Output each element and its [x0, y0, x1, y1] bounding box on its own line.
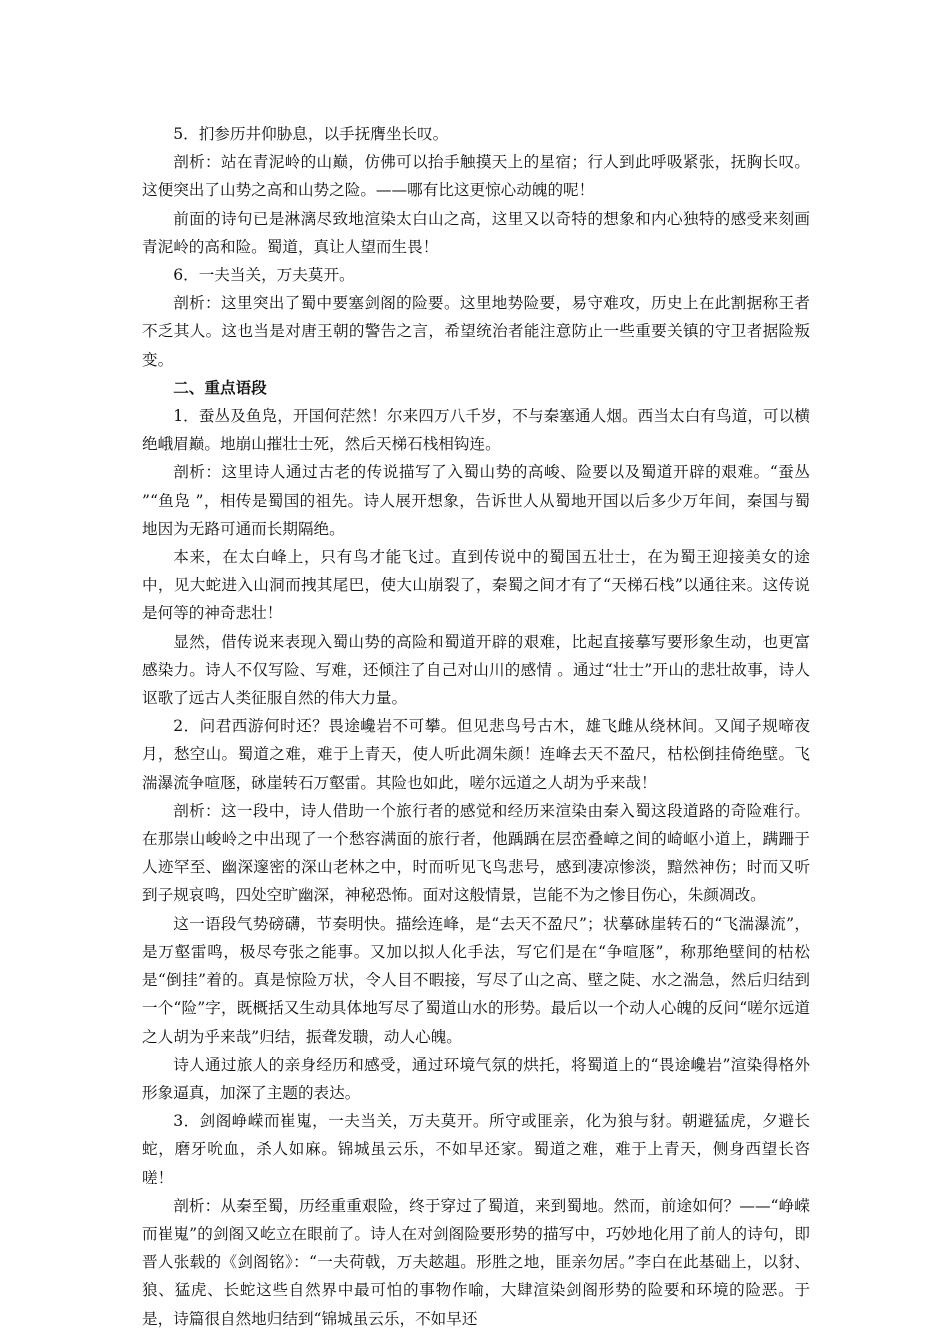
item-5-quote: 5．扪参历井仰胁息，以手抚膺坐长叹。 — [173, 125, 449, 143]
commentary-paragraph: 显然，借传说来表现入蜀山势的高险和蜀道开辟的艰难，比起直接摹写要形象生动，也更富感染力。诗人不仅写险、写难，还倾注了自己对山川的感情 。通过“壮士”开山的悲壮故事，诗人讴歌了远古人类征服自然的伟大力量。 — [142, 632, 810, 708]
analysis-paragraph: 剖析：这里诗人通过古老的传说描写了入蜀山势的高峻、险要以及蜀道开辟的艰难。“蚕丛 ”“鱼凫 ”，相传是蜀国的祖先。诗人展开想象，告诉世人从蜀地开国以后多少万年间，秦国与蜀地因为无路可通而长期隔绝。 — [142, 463, 810, 538]
passage-2-quote: 2．问君西游何时还？畏途巉岩不可攀。但见悲鸟号古木，雄飞雌从绕林间。又闻子规啼夜月，愁空山。蜀道之难，难于上青天，使人听此凋朱颜！连峰去天不盈尺，枯松倒挂倚绝壁。飞湍瀑流争喧豗，砯崖转石万壑雷。其险也如此，嗟尔远道之人胡为乎来哉！ — [142, 717, 810, 792]
item-6-quote: 6．一夫当关，万夫莫开。 — [173, 266, 355, 285]
commentary-paragraph: 前面的诗句已是淋漓尽致地渲染太白山之高，这里又以奇特的想象和内心独特的感受来刻画青泥岭的高和险。蜀道，真让人望而生畏！ — [142, 209, 810, 256]
analysis-paragraph: 剖析：这里突出了蜀中要塞剑阁的险要。这里地势险要，易守难攻，历史上在此割据称王者不乏其人。这也当是对唐王朝的警告之言，希望统治者能注意防止一些重要关镇的守卫者据险叛变。 — [142, 294, 810, 369]
commentary-paragraph: 这一语段气势磅礴，节奏明快。描绘连峰，是“去天不盈尺”；状摹砯崖转石的“飞湍瀑流”，是万壑雷鸣，极尽夸张之能事。又加以拟人化手法，写它们是在“争喧豗”，称那绝壁间的枯松是“倒挂”着的。真是惊险万状，令人目不暇接，写尽了山之高、壁之陡、水之湍急，然后归结到一个“险”字，既概括又生动具体地写尽了蜀道山水的形势。最后以一个动人心魄的反问“嗟尔远道之人胡为乎来哉”归结，振聋发聩，动人心魄。 — [142, 914, 810, 1046]
analysis-paragraph: 剖析：这一段中，诗人借助一个旅行者的感觉和经历来渲染由秦入蜀这段道路的奇险难行。在那崇山峻岭之中出现了一个愁容满面的旅行者，他踽踽在层峦叠嶂之间的崎岖小道上，蹒跚于人迹罕至、幽深邃密的深山老林之中，时而听见飞鸟悲号，感到凄凉惨淡，黯然神伤；时而又听到子规哀鸣，四处空旷幽深，神秘恐怖。面对这般情景，岂能不为之惨目伤心，朱颜凋改。 — [142, 801, 810, 905]
section-heading: 二、重点语段 — [173, 377, 267, 397]
analysis-paragraph: 剖析：从秦至蜀，历经重重艰险，终于穿过了蜀道，来到蜀地。然而，前途如何？——“峥嵘而崔嵬”的剑阁又屹立在眼前了。诗人在对剑阁险要形势的描写中，巧妙地化用了前人的诗句，即晋人张载的《剑阁铭》：“一夫荷戟，万夫趑趄。形胜之地，匪亲勿居。”李白在此基础上，以豺、狼、猛虎、长蛇这些自然界中最可怕的事物作喻，大肆渲染剑阁形势的险要和环境的险恶。于是，诗篇很自然地归结到“锦城虽云乐，不如早还 — [142, 1196, 810, 1328]
passage-3-quote: 3．剑阁峥嵘而崔嵬，一夫当关，万夫莫开。所守或匪亲，化为狼与豺。朝避猛虎，夕避长蛇，磨牙吮血，杀人如麻。锦城虽云乐，不如早还家。蜀道之难，难于上青天，侧身西望长咨嗟！ — [142, 1112, 810, 1187]
passage-1-quote: 1．蚕丛及鱼凫，开国何茫然！尔来四万八千岁，不与秦塞通人烟。西当太白有鸟道，可以横绝峨眉巅。地崩山摧壮士死，然后天梯石栈相钩连。 — [142, 407, 810, 454]
commentary-paragraph: 本来，在太白峰上，只有鸟才能飞过。直到传说中的蜀国五壮士，在为蜀王迎接美女的途中，见大蛇进入山洞而拽其尾巴，使大山崩裂了，秦蜀之间才有了“天梯石栈”以通往来。这传说是何等的神奇悲壮！ — [142, 548, 810, 623]
document-body — [142, 120, 810, 1333]
analysis-paragraph: 剖析：站在青泥岭的山巅，仿佛可以抬手触摸天上的星宿；行人到此呼吸紧张，抚胸长叹。这便突出了山势之高和山势之险。——哪有比这更惊心动魄的呢！ — [142, 153, 810, 200]
commentary-paragraph: 诗人通过旅人的亲身经历和感受，通过环境气氛的烘托，将蜀道上的“畏途巉岩”渲染得格外形象逼真，加深了主题的表达。 — [142, 1055, 810, 1102]
